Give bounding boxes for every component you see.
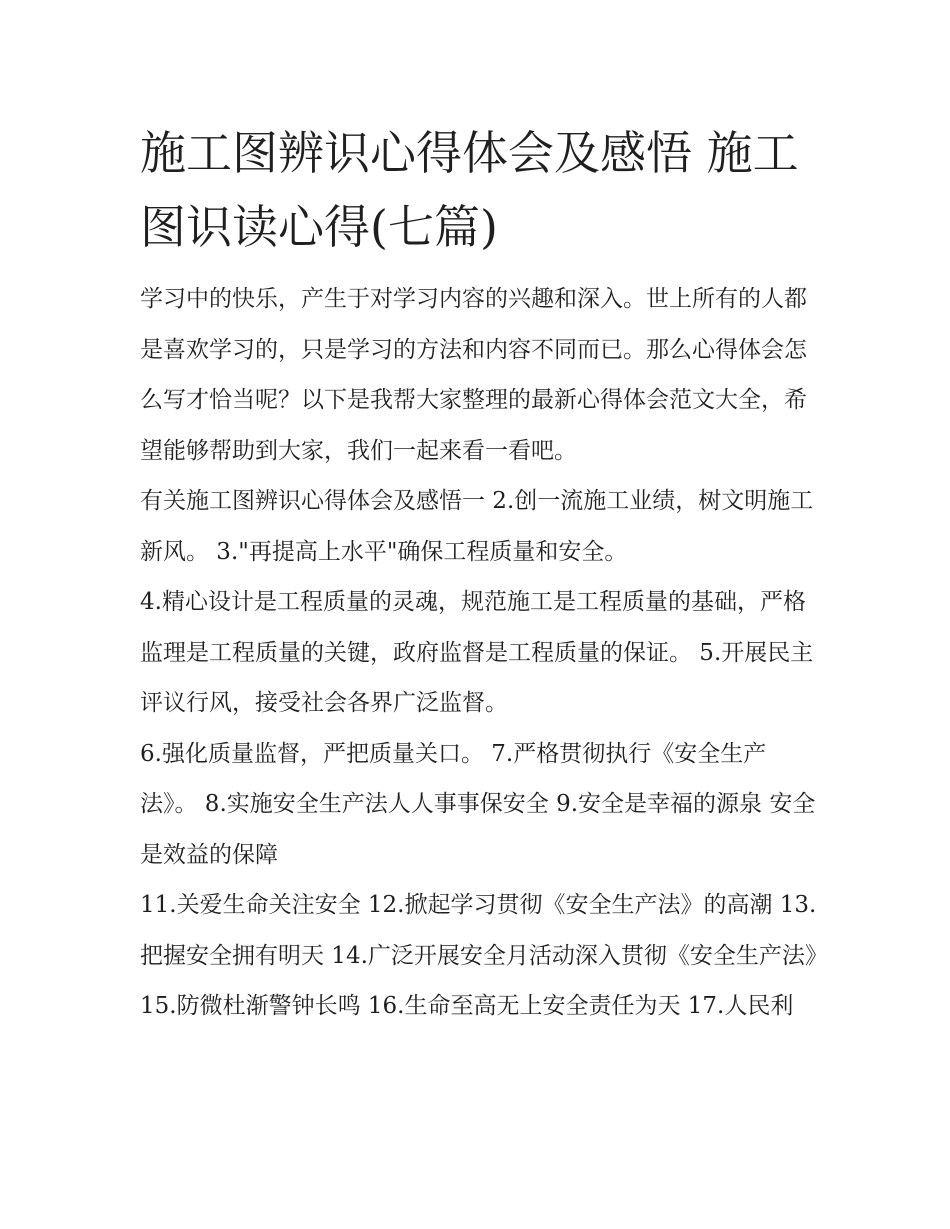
paragraph-slogans-2: 4.精心设计是工程质量的灵魂，规范施工是工程质量的基础，严格监理是工程质量的关键，政府监督是工程质量的保证。 5.开展民主评议行风，接受社会各界广泛监督。: [140, 589, 814, 716]
document-title: 施工图辨识心得体会及感悟 施工图识读心得(七篇): [140, 126, 799, 254]
document-body: [140, 116, 828, 1032]
paragraph-slogans-4: 11.关爱生命关注安全 12.掀起学习贯彻《安全生产法》的高潮 13.把握安全拥有明天 14.广泛开展安全月活动深入贯彻《安全生产法》: [140, 892, 828, 969]
paragraph-slogans-1: 有关施工图辨识心得体会及感悟一 2.创一流施工业绩，树文明施工新风。 3."再提高上水平"确保工程质量和安全。: [140, 488, 814, 565]
paragraph-slogans-3: 6.强化质量监督，严把质量关口。 7.严格贯彻执行《安全生产法》。 8.实施安全生产法人人事事保安全 9.安全是幸福的源泉 安全是效益的保障: [140, 740, 816, 868]
paragraph-intro: 学习中的快乐，产生于对学习内容的兴趣和深入。世上所有的人都是喜欢学习的，只是学习的方法和内容不同而已。那么心得体会怎么写才恰当呢？以下是我帮大家整理的最新心得体会范文大全，希望能够帮助到大家，我们一起来看一看吧。: [140, 286, 807, 464]
paragraph-slogans-5: 15.防微杜渐警钟长鸣 16.生命至高无上安全责任为天 17.人民利: [140, 993, 794, 1019]
